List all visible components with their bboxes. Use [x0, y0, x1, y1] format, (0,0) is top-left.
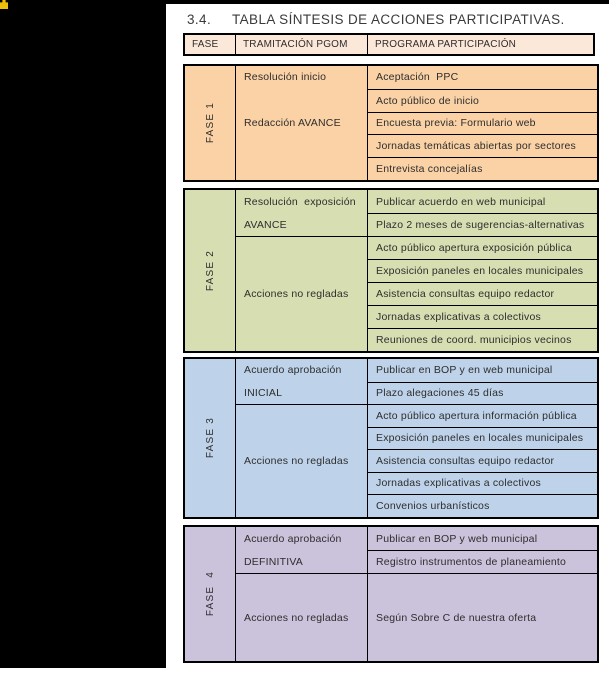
phase-label-cell	[185, 190, 235, 351]
section-number: 3.4.	[187, 12, 212, 27]
programa-cell: Acto público de inicio	[367, 89, 597, 112]
programa-cell: Jornadas explicativas a colectivos	[367, 305, 597, 328]
programa-cell: Plazo 2 meses de sugerencias-alternativas	[367, 213, 597, 236]
programa-cell: Según Sobre C de nuestra oferta	[367, 573, 597, 661]
programa-cell: Acto público apertura exposición pública	[367, 236, 597, 259]
tramitacion-cell	[235, 404, 367, 517]
tramitacion-text: Acciones no regladas	[244, 454, 349, 467]
phase-block-4	[183, 525, 599, 663]
header-cell-tramitacion: TRAMITACIÓN PGOM	[235, 35, 367, 54]
phase-label: FASE 3	[204, 417, 216, 459]
programa-cell: Entrevista concejalías	[367, 157, 597, 180]
programa-cell: Reuniones de coord. municipios vecinos	[367, 328, 597, 351]
tramitacion-cell	[235, 236, 367, 351]
tramitacion-cell	[235, 190, 367, 236]
tramitacion-text: Acciones no regladas	[244, 288, 349, 300]
programa-cell: Publicar acuerdo en web municipal	[367, 190, 597, 213]
programa-cell: Acto público apertura información pública	[367, 404, 597, 427]
programa-cell: Asistencia consultas equipo redactor	[367, 282, 597, 305]
page-title: TABLA SÍNTESIS DE ACCIONES PARTICIPATIVAS.	[232, 12, 565, 27]
tramitacion-text: INICIAL	[244, 386, 283, 399]
tramitacion-text: Acciones no regladas	[244, 611, 349, 624]
programa-cell: Jornadas temáticas abiertas por sectores	[367, 134, 597, 157]
tramitacion-text: DEFINITIVA	[244, 555, 303, 568]
phase-label: FASE 2	[204, 249, 216, 292]
programa-cell: Exposición paneles en locales municipales	[367, 427, 597, 450]
tramitacion-text: AVANCE	[244, 218, 287, 231]
phase-block-3	[183, 357, 599, 519]
tramitacion-text: Redacción AVANCE	[244, 116, 341, 129]
tramitacion-cell	[235, 66, 367, 112]
table-header-row	[183, 33, 595, 56]
programa-cell: Publicar en BOP y web municipal	[367, 527, 597, 550]
tramitacion-cell	[235, 112, 367, 180]
tramitacion-cell	[235, 527, 367, 573]
programa-cell: Registro instrumentos de planeamiento	[367, 550, 597, 573]
phase-label-cell	[185, 527, 235, 661]
tramitacion-text: Acuerdo aprobación	[244, 532, 342, 545]
programa-cell: Exposición paneles en locales municipales	[367, 259, 597, 282]
tramitacion-cell	[235, 359, 367, 404]
phase-label-cell	[185, 359, 235, 517]
programa-cell: Convenios urbanísticos	[367, 494, 597, 517]
section-title	[187, 12, 597, 27]
tramitacion-cell	[235, 573, 367, 661]
phase-label: FASE 1	[204, 102, 216, 144]
phase-block-1	[183, 64, 599, 182]
programa-cell: Plazo alegaciones 45 días	[367, 382, 597, 405]
viewer-black-panel	[0, 0, 166, 668]
programa-cell: Publicar en BOP y en web municipal	[367, 359, 597, 382]
programa-cell: Jornadas explicativas a colectivos	[367, 472, 597, 495]
tramitacion-text: Acuerdo aprobación	[244, 364, 342, 377]
tramitacion-text: Resolución inicio	[244, 71, 327, 84]
phase-label-cell	[185, 66, 235, 180]
programa-cell: Asistencia consultas equipo redactor	[367, 449, 597, 472]
tramitacion-text: Resolución exposición	[244, 195, 356, 208]
header-cell-fase: FASE	[185, 35, 235, 54]
programa-cell: Encuesta previa: Formulario web	[367, 112, 597, 135]
header-cell-programa: PROGRAMA PARTICIPACIÓN	[367, 35, 593, 54]
phase-label: FASE 4	[204, 571, 216, 617]
viewer-top-bar	[0, 0, 609, 4]
programa-cell: Aceptación PPC	[367, 66, 597, 89]
phase-block-2	[183, 188, 599, 353]
